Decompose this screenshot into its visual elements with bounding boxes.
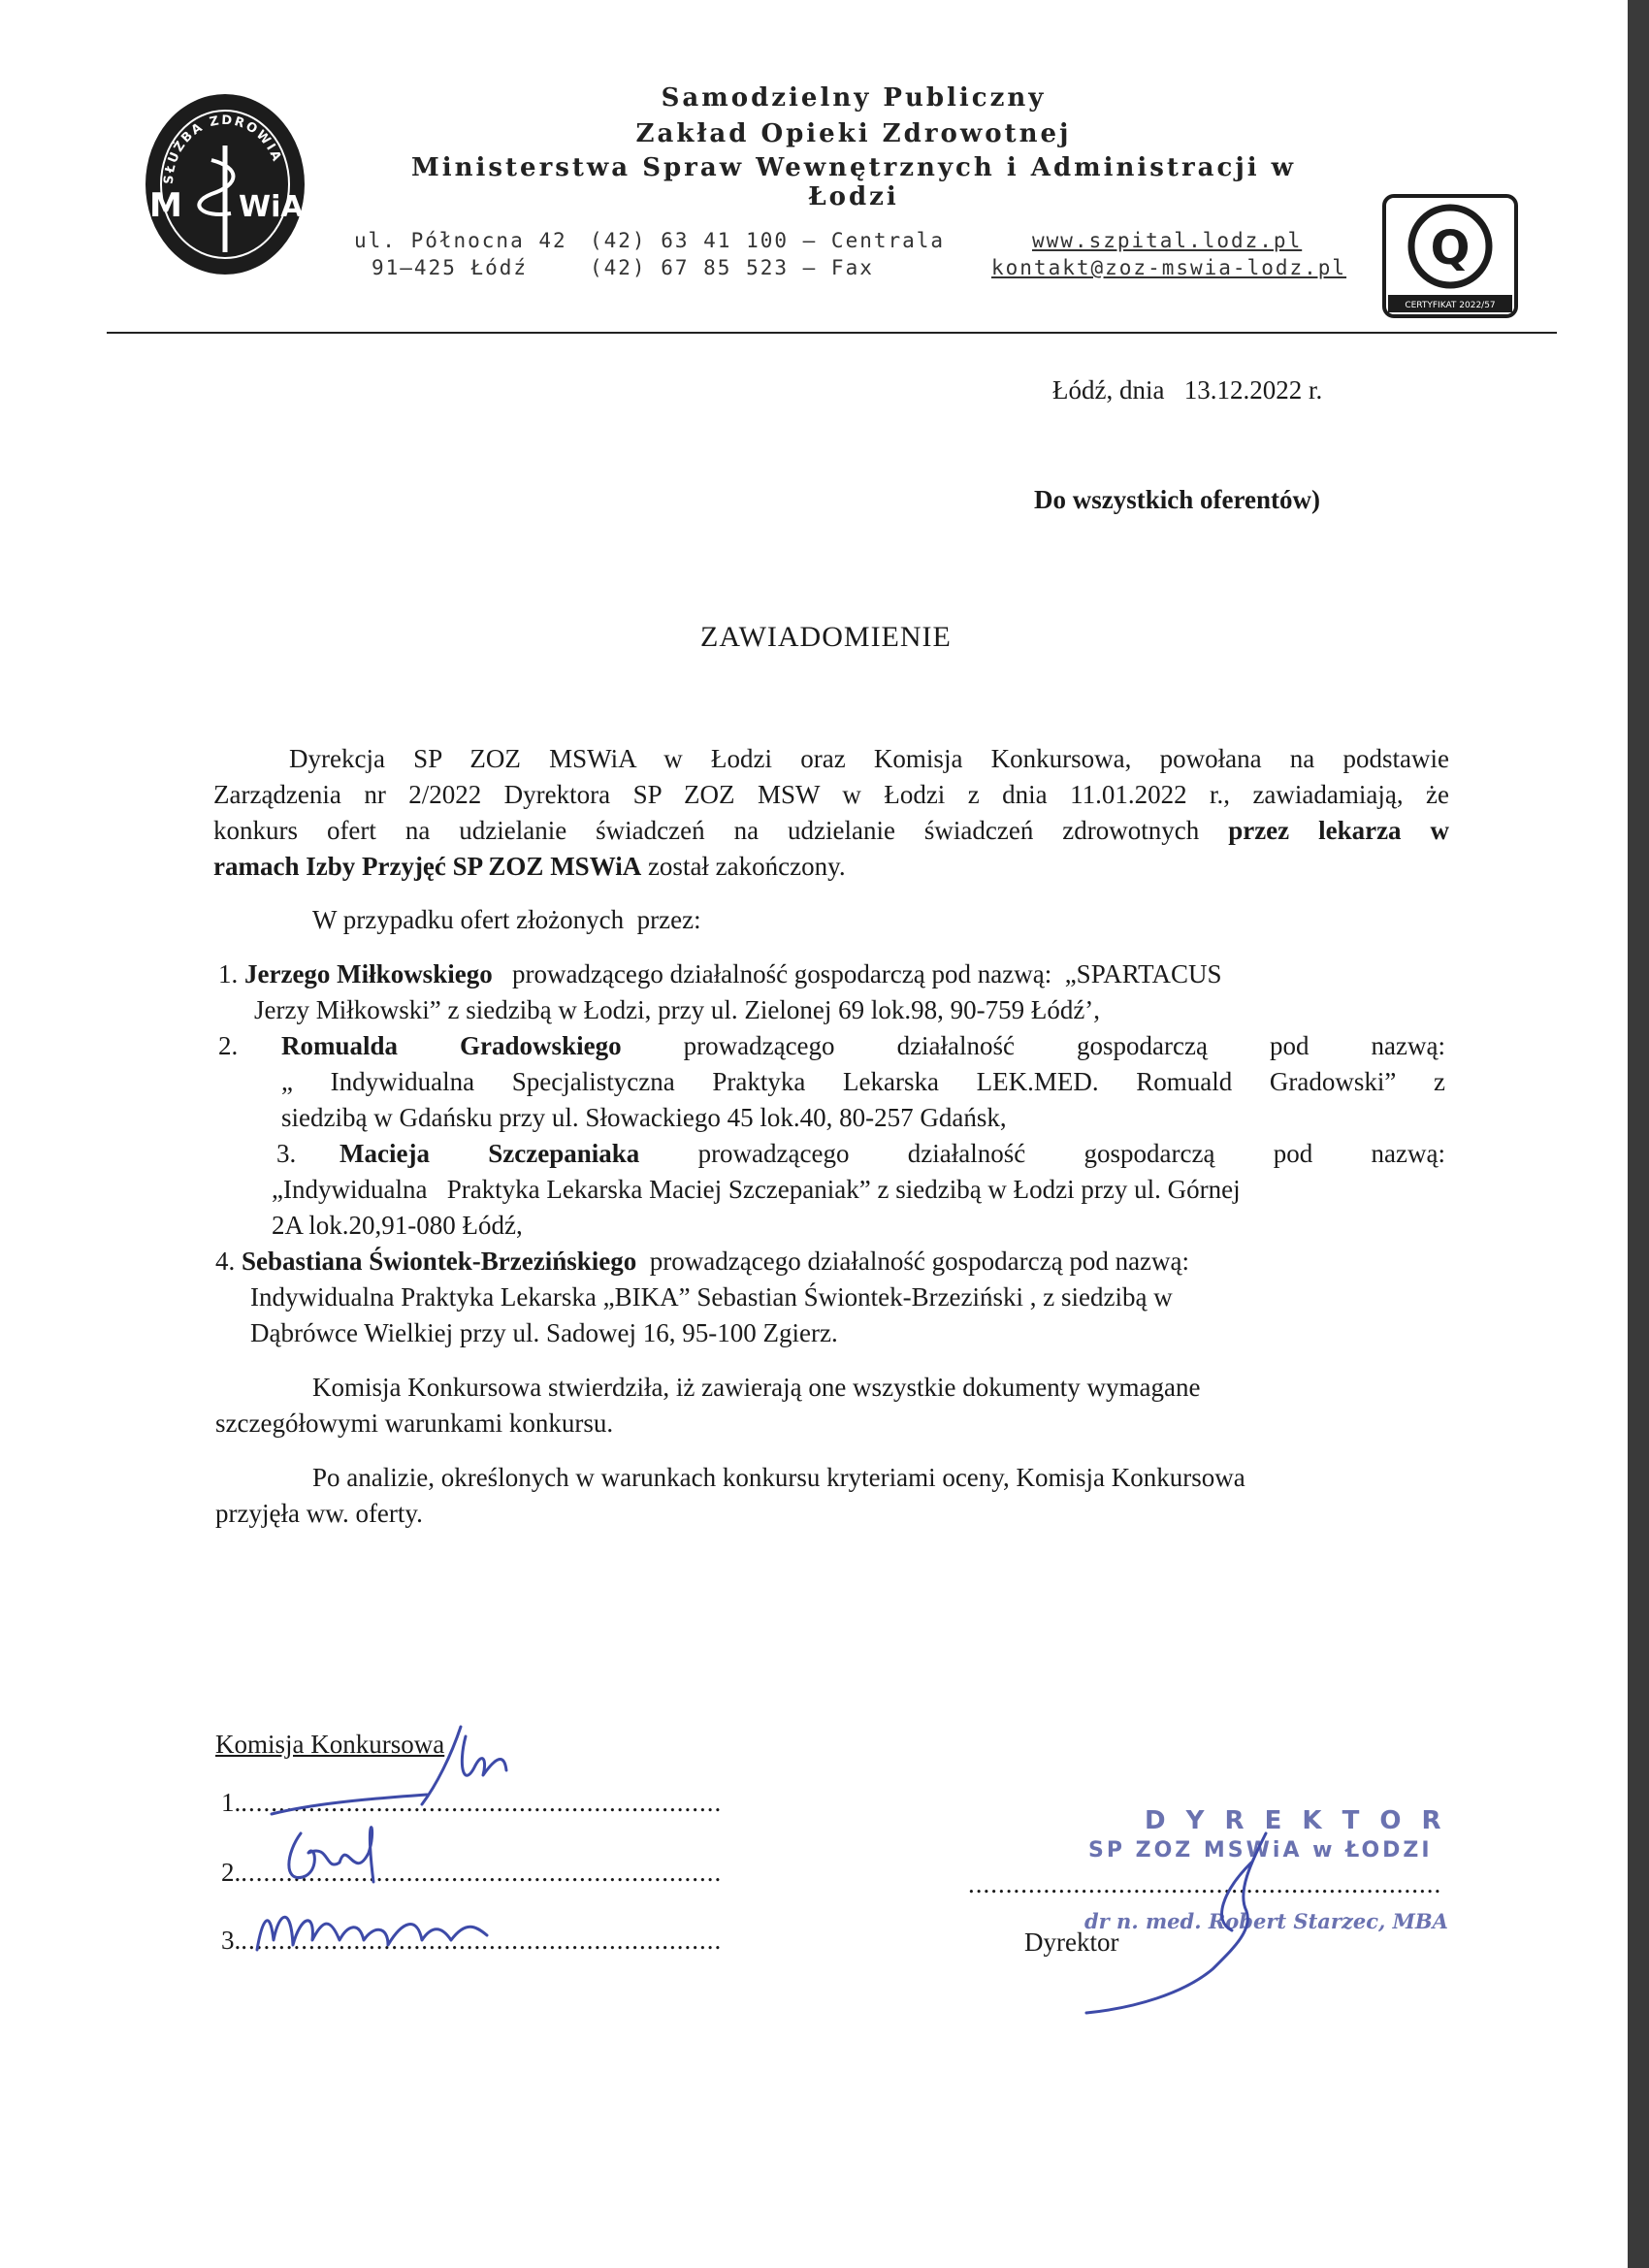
paragraph1-line1: Dyrekcja SP ZOZ MSWiA w Łodzi oraz Komisja Konkursowa, powołana na podstawie	[289, 744, 1449, 773]
paragraph3-line2: przyjęła ww. oferty.	[215, 1499, 423, 1528]
offer-name: Jerzego Miłkowskiego	[244, 959, 493, 988]
signature-dots: ................................................................	[241, 1858, 723, 1887]
offer-number: 1.	[218, 959, 239, 988]
phone-central: (42) 63 41 100 – Centrala	[590, 229, 946, 252]
offer-number: 3.	[276, 1139, 297, 1168]
director-stamp-title: D Y R E K T O R	[1145, 1806, 1447, 1835]
address-street: ul. Północna 42	[354, 229, 567, 252]
offer-description: prowadzącego działalność gospodarczą pod nazwą:	[683, 1031, 1446, 1060]
date-line: Łódź, dnia 13.12.2022 r.	[1052, 375, 1323, 405]
certificate-letter: Q	[1430, 221, 1471, 275]
director-signature-dots: ...............................................................	[968, 1869, 1442, 1898]
mswia-logo-icon	[144, 92, 307, 276]
org-name-line2: Zakład Opieki Zdrowotnej	[635, 119, 1072, 148]
recipient-line: Do wszystkich oferentów)	[1034, 485, 1320, 514]
offer-number: 2.	[218, 1031, 239, 1060]
org-name-line1: Samodzielny Publiczny	[661, 83, 1047, 113]
offers-intro: W przypadku ofert złożonych przez:	[312, 905, 701, 934]
paragraph3-line1: Po analizie, określonych w warunkach konkursu kryteriami oceny, Komisja Konkursowa	[312, 1463, 1245, 1492]
offer-business-name: „Indywidualna Praktyka Lekarska Maciej Szczepaniak” z siedzibą w Łodzi przy ul. Górnej	[272, 1175, 1241, 1204]
org-name-line3: Ministerstwa Spraw Wewnętrznych i Administracji w Łodzi	[410, 153, 1297, 211]
quality-certificate-icon	[1382, 194, 1518, 318]
offer-address: siedzibą w Gdańsku przy ul. Słowackiego 45 lok.40, 80-257 Gdańsk,	[281, 1103, 1007, 1132]
signature-number: 2.	[221, 1858, 242, 1887]
list-item	[281, 1028, 1445, 1064]
logo-brand-left: M	[149, 186, 182, 225]
signature-dots: ................................................................	[241, 1788, 723, 1817]
offer-address: 2A lok.20,91-080 Łódź,	[272, 1211, 523, 1240]
email-link[interactable]: kontakt@zoz-mswia-lodz.pl	[991, 256, 1347, 279]
logo-brand-right: WiA	[239, 190, 304, 224]
logo-ring-text: SŁUŻBA ZDROWIA	[161, 113, 285, 185]
offer-business-name: Indywidualna Praktyka Lekarska „BIKA” Sebastian Świontek-Brzeziński , z siedzibą w	[250, 1282, 1173, 1312]
scan-edge	[1628, 0, 1649, 2268]
paragraph2-line1: Komisja Konkursowa stwierdziła, iż zawierają one wszystkie dokumenty wymagane	[312, 1373, 1201, 1402]
list-item	[215, 1244, 1189, 1280]
address-city: 91–425 Łódź	[372, 256, 529, 279]
offer-business-name: „ Indywidualna Specjalistyczna Praktyka Lekarska LEK.MED. Romuald Gradowski” z	[281, 1067, 1445, 1096]
paragraph1-line4-bold: ramach Izby Przyjęć SP ZOZ MSWiA	[213, 852, 642, 881]
list-item	[218, 956, 1221, 992]
offer-name: Macieja Szczepaniaka	[340, 1139, 640, 1168]
paragraph1-line3-normal: konkurs ofert na udzielanie świadczeń na udzielanie świadczeń zdrowotnych	[213, 816, 1229, 845]
website-link[interactable]: www.szpital.lodz.pl	[1032, 229, 1303, 252]
paragraph2-line2: szczegółowymi warunkami konkursu.	[215, 1409, 614, 1438]
offer-name: Sebastiana Świontek-Brzezińskiego	[242, 1247, 637, 1276]
offer-name: Romualda Gradowskiego	[281, 1031, 622, 1060]
director-signature	[1028, 1824, 1280, 2018]
paragraph1-line4-normal: został zakończony.	[641, 852, 846, 881]
offer-number: 4.	[215, 1247, 236, 1276]
signature-number: 1.	[221, 1788, 242, 1817]
document-title: ZAWIADOMIENIE	[700, 621, 952, 653]
paragraph1-line3	[213, 813, 1449, 849]
signature-number: 3.	[221, 1926, 242, 1955]
signature-dots: ................................................................	[241, 1926, 723, 1955]
offer-description: prowadzącego działalność gospodarczą pod nazwą:	[649, 1247, 1190, 1276]
header-divider	[107, 332, 1557, 334]
director-stamp-institution: SP ZOZ MSWiA w ŁODZI	[1088, 1838, 1433, 1863]
offer-description: prowadzącego działalność gospodarczą pod nazwą: „SPARTACUS	[511, 959, 1222, 988]
offer-address: Jerzy Miłkowski” z siedzibą w Łodzi, przy ul. Zielonej 69 lok.98, 90-759 Łódź’,	[254, 995, 1101, 1024]
offer-description: prowadzącego działalność gospodarczą pod nazwą:	[697, 1139, 1446, 1168]
phone-fax: (42) 67 85 523 – Fax	[590, 256, 874, 279]
director-stamp-name: dr n. med. Robert Starzec, MBA	[1084, 1909, 1448, 1933]
paragraph1-line2: Zarządzenia nr 2/2022 Dyrektora SP ZOZ MSW w Łodzi z dnia 11.01.2022 r., zawiadamiają, że	[213, 780, 1449, 809]
paragraph1-line3-bold: przez lekarza w	[1228, 816, 1449, 845]
commission-heading: Komisja Konkursowa	[215, 1730, 445, 1759]
handwritten-signatures	[233, 1707, 640, 1969]
list-item	[340, 1136, 1445, 1172]
offer-address: Dąbrówce Wielkiej przy ul. Sadowej 16, 95-100 Zgierz.	[250, 1318, 838, 1347]
paragraph1-line4	[213, 849, 846, 885]
certificate-caption: CERTYFIKAT 2022/57	[1405, 301, 1496, 310]
director-label: Dyrektor	[1024, 1928, 1119, 1957]
